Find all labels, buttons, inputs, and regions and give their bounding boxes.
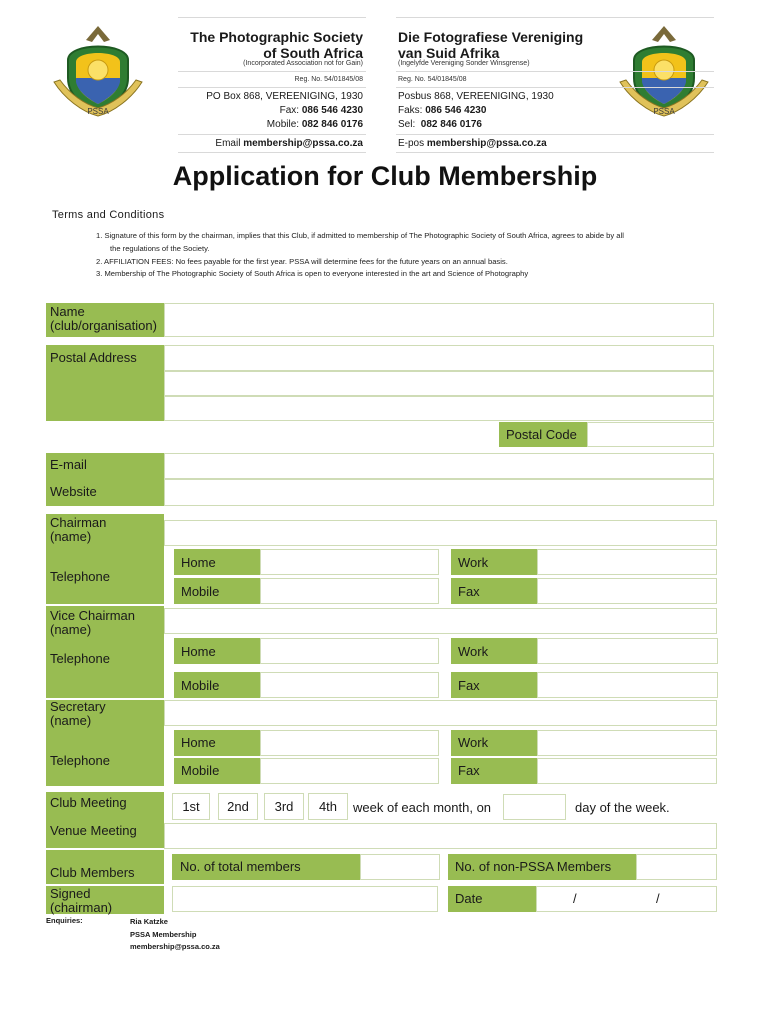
date-label: Date (455, 891, 483, 906)
vice-chairman-name-input[interactable] (164, 608, 717, 634)
website-input[interactable] (164, 479, 714, 506)
postal-address-line3-input[interactable] (164, 396, 714, 421)
postal-address-label: Postal Address (50, 350, 137, 365)
enquiries-email[interactable]: membership@pssa.co.za (130, 942, 220, 951)
vice-chairman-label (50, 609, 135, 637)
vice-telephone-label: Telephone (50, 651, 110, 666)
header-rule-left-mid (178, 71, 366, 72)
email-link-en[interactable]: membership@pssa.co.za (243, 138, 363, 149)
logo-text-right: PSSA (653, 107, 675, 116)
society-name-en (170, 29, 363, 61)
chairman-work-label: Work (458, 555, 489, 570)
name-label-line2: (club/organisation) (50, 318, 157, 333)
secretary-mobile-label: Mobile (181, 763, 220, 778)
chairman-label-line1: Chairman (50, 515, 107, 530)
chairman-mobile-label: Mobile (181, 584, 220, 599)
non-pssa-members-input[interactable] (636, 854, 717, 880)
postal-address-line2-input[interactable] (164, 371, 714, 396)
email-line-en (150, 137, 363, 151)
vice-fax-input[interactable] (537, 672, 718, 698)
mobile-number-af: 082 846 0176 (420, 119, 482, 130)
non-pssa-members-label: No. of non-PSSA Members (455, 859, 612, 874)
enquiries-label: Enquiries: (46, 916, 83, 925)
secretary-label-line2: (name) (50, 713, 92, 728)
society-name-af (398, 29, 618, 61)
header-rule-left-low (178, 134, 366, 135)
reg-number-af: Reg. No. 54/01845/08 (398, 76, 467, 83)
mobile-label-af: Sel: (398, 119, 416, 130)
pssa-crest-logo-right (614, 20, 714, 120)
terms-item-1-cont: the regulations of the Society. (110, 243, 210, 253)
header-rule-right-mid2 (396, 87, 714, 88)
date-input[interactable] (536, 886, 717, 912)
enquiries-name: Ria Katzke (130, 917, 168, 926)
secretary-work-input[interactable] (537, 730, 717, 756)
fax-number-en: 086 546 4230 (301, 105, 363, 116)
name-label (50, 305, 157, 333)
email-label-af: E-pos (398, 138, 425, 149)
meeting-day-input[interactable] (503, 794, 566, 820)
fax-label-af: Faks: (398, 105, 423, 116)
reg-number-en: Reg. No. 54/01845/08 (294, 76, 363, 83)
mobile-number-en: 082 846 0176 (301, 119, 363, 130)
club-meeting-label: Club Meeting (50, 795, 127, 810)
vice-home-input[interactable] (260, 638, 439, 664)
week-4th-box[interactable]: 4th (308, 793, 348, 820)
fax-label-en: Fax: (279, 105, 300, 116)
society-subtitle-en: (Incorporated Association not for Gain) (243, 60, 363, 67)
chairman-work-input[interactable] (537, 549, 717, 575)
venue-meeting-label: Venue Meeting (50, 823, 137, 838)
signed-label-line2: (chairman) (50, 900, 113, 915)
chairman-fax-label: Fax (458, 584, 480, 599)
header-rule-left-bottom (178, 152, 366, 153)
week-of-month-text: week of each month, on (353, 800, 492, 815)
society-name-af-line1: Die Fotografiese Vereniging (398, 29, 584, 45)
name-label-line1: Name (50, 304, 85, 319)
chairman-mobile-input[interactable] (260, 578, 439, 604)
secretary-telephone-label: Telephone (50, 753, 110, 768)
header-rule-right-bottom (396, 152, 714, 153)
postal-address-af: Posbus 868, VEREENIGING, 1930 (398, 91, 554, 102)
email-line-af (398, 137, 547, 151)
fax-number-af: 086 546 4230 (425, 105, 487, 116)
secretary-mobile-input[interactable] (260, 758, 439, 784)
day-of-week-text: day of the week. (575, 800, 670, 815)
chairman-home-label: Home (181, 555, 216, 570)
total-members-input[interactable] (360, 854, 440, 880)
logo-text-left: PSSA (87, 107, 109, 116)
society-name-af-line2: van Suid Afrika (398, 45, 500, 61)
enquiries-dept: PSSA Membership (130, 929, 197, 939)
enquiries-contact (130, 916, 220, 954)
chairman-label (50, 516, 106, 544)
email-label-en: Email (215, 138, 241, 149)
week-3rd-box[interactable]: 3rd (264, 793, 304, 820)
fax-line-af (398, 104, 618, 118)
chairman-telephone-label: Telephone (50, 569, 110, 584)
date-separator-2: / (656, 891, 660, 906)
vice-work-label: Work (458, 644, 489, 659)
header-rule-right-top (396, 17, 714, 18)
chairman-name-input[interactable] (164, 520, 717, 546)
secretary-fax-label: Fax (458, 763, 480, 778)
vice-chairman-label-line1: Vice Chairman (50, 608, 136, 623)
header-rule-right-low (396, 134, 714, 135)
signed-label-line1: Signed (50, 886, 91, 901)
terms-item-3: 3. Membership of The Photographic Society of South Africa is open to everyone interested in the art and Science of Photography (96, 269, 529, 279)
society-name-en-line2: of South Africa (263, 45, 363, 61)
postal-code-label: Postal Code (506, 427, 577, 442)
secretary-label-line1: Secretary (50, 699, 106, 714)
chairman-label-line2: (name) (50, 529, 92, 544)
vice-work-input[interactable] (537, 638, 718, 664)
date-separator-1: / (573, 891, 577, 906)
week-2nd-box[interactable]: 2nd (218, 793, 258, 820)
vice-mobile-input[interactable] (260, 672, 439, 698)
website-label: Website (50, 484, 97, 499)
postal-code-input[interactable] (587, 422, 714, 447)
terms-list (96, 230, 726, 281)
mobile-label-en: Mobile: (266, 119, 300, 130)
club-name-input[interactable] (164, 303, 714, 337)
society-subtitle-af: (Ingelyfde Vereniging Sonder Winsgrense) (398, 60, 530, 67)
secretary-home-label: Home (181, 735, 216, 750)
signature-input[interactable] (172, 886, 438, 912)
header-rule-left-top (178, 17, 366, 18)
society-name-en-line1: The Photographic Society (190, 29, 363, 45)
terms-item-1: 1. Signature of this form by the chairman, implies that this Club, if admitted to membership of The Photographic Society of South Africa, agrees to abide by all (96, 231, 624, 240)
page-title: Application for Club Membership (172, 161, 598, 191)
vice-chairman-label-line2: (name) (50, 622, 92, 637)
vice-fax-label: Fax (458, 678, 480, 693)
pssa-crest-logo-left (48, 20, 148, 120)
venue-input[interactable] (164, 823, 717, 849)
address-block-en (150, 90, 363, 132)
total-members-label: No. of total members (180, 859, 301, 874)
secretary-label (50, 700, 106, 728)
postal-address-line1-input[interactable] (164, 345, 714, 371)
header-rule-right-mid (396, 71, 714, 72)
email-label: E-mail (50, 457, 87, 472)
mobile-line-en (150, 118, 363, 132)
vice-mobile-label: Mobile (181, 678, 220, 693)
secretary-fax-input[interactable] (537, 758, 717, 784)
header-rule-left-mid2 (178, 87, 366, 88)
address-block-af (398, 90, 618, 132)
terms-item-2: 2. AFFILIATION FEES: No fees payable for the first year. PSSA will determine fees for the future years on an annual basis. (96, 256, 508, 266)
fax-line-en (150, 104, 363, 118)
chairman-home-input[interactable] (260, 549, 439, 575)
signed-label (50, 887, 112, 915)
secretary-work-label: Work (458, 735, 489, 750)
email-link-af[interactable]: membership@pssa.co.za (426, 138, 547, 149)
postal-address-en: PO Box 868, VEREENIGING, 1930 (206, 91, 363, 102)
secretary-home-input[interactable] (260, 730, 439, 756)
mobile-line-af (398, 118, 618, 132)
week-1st-box[interactable]: 1st (172, 793, 210, 820)
vice-home-label: Home (181, 644, 216, 659)
chairman-fax-input[interactable] (537, 578, 717, 604)
club-members-label: Club Members (50, 865, 135, 880)
secretary-name-input[interactable] (164, 700, 717, 726)
email-input[interactable] (164, 453, 714, 479)
terms-heading: Terms and Conditions (52, 209, 165, 221)
